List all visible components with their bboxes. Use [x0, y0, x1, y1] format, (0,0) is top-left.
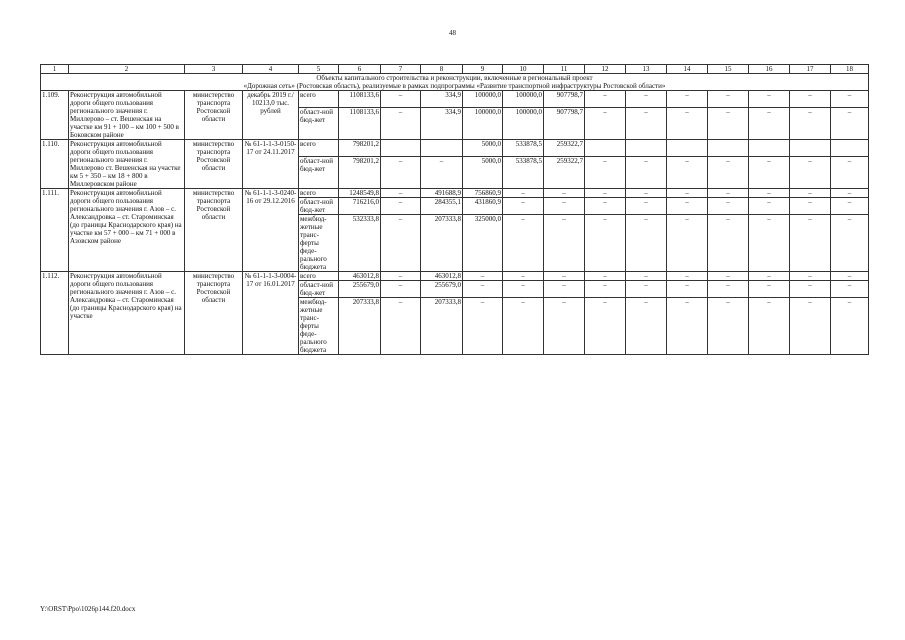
column-number: 6 — [339, 65, 381, 74]
amount-cell: – — [667, 215, 708, 272]
amount-cell: – — [463, 272, 503, 281]
row-number: 1.110. — [41, 140, 69, 189]
amount-cell: – — [544, 272, 585, 281]
amount-cell: 431860,9 — [463, 198, 503, 215]
customer: министерство транспорта Ростовской области — [185, 272, 243, 355]
funding-source: всего — [299, 140, 339, 157]
column-number: 3 — [185, 65, 243, 74]
amount-cell: – — [585, 91, 626, 108]
amount-cell: 907798,7 — [544, 91, 585, 108]
amount-cell: – — [667, 91, 708, 108]
customer: министерство транспорта Ростовской области — [185, 189, 243, 272]
investment-table — [40, 64, 869, 355]
funding-source: област-ной бюд-жет — [299, 156, 339, 188]
amount-cell — [708, 140, 749, 157]
amount-cell: – — [790, 156, 831, 188]
column-number: 7 — [381, 65, 421, 74]
amount-cell — [421, 140, 463, 157]
section-title-line-1-row — [41, 74, 869, 83]
file-path-footer: Y:\ORST\Ppo\1026p144.f20.docx — [40, 605, 136, 613]
column-number: 16 — [749, 65, 790, 74]
amount-cell: – — [708, 156, 749, 188]
amount-cell: – — [585, 272, 626, 281]
amount-cell: 5000,0 — [463, 156, 503, 188]
amount-cell: – — [790, 215, 831, 272]
amount-cell: – — [585, 281, 626, 298]
amount-cell: – — [503, 215, 544, 272]
section-title-line-2-row — [41, 82, 869, 91]
amount-cell: 259322,7 — [544, 156, 585, 188]
amount-cell: – — [749, 91, 790, 108]
amount-cell: – — [790, 272, 831, 281]
table-row — [41, 272, 869, 281]
amount-cell: – — [667, 156, 708, 188]
section-title-line-2: «Дорожная сеть» (Ростовская область), реализуемые в рамках подпрограммы «Развитие транспортной инфраструктуры Ростовской области» — [41, 82, 869, 91]
column-number: 12 — [585, 65, 626, 74]
column-number: 17 — [790, 65, 831, 74]
funding-source: област-ной бюд-жет — [299, 281, 339, 298]
amount-cell: – — [626, 198, 667, 215]
amount-cell: – — [831, 272, 869, 281]
customer: министерство транспорта Ростовской области — [185, 140, 243, 189]
amount-cell: 798201,2 — [339, 140, 381, 157]
amount-cell: – — [463, 281, 503, 298]
amount-cell: – — [831, 198, 869, 215]
amount-cell: – — [708, 272, 749, 281]
column-number: 9 — [463, 65, 503, 74]
amount-cell: 532333,8 — [339, 215, 381, 272]
amount-cell: – — [544, 298, 585, 355]
amount-cell: – — [749, 272, 790, 281]
amount-cell: 334,9 — [421, 107, 463, 139]
funding-source: област-ной бюд-жет — [299, 107, 339, 139]
project-document: декабрь 2019 г./ 10213,0 тыс. рублей — [243, 91, 299, 140]
project-document: № 61-1-1-3-0150-17 от 24.11.2017 — [243, 140, 299, 189]
amount-cell: – — [749, 215, 790, 272]
funding-source: всего — [299, 189, 339, 198]
amount-cell: – — [831, 215, 869, 272]
amount-cell — [585, 140, 626, 157]
amount-cell: – — [626, 272, 667, 281]
amount-cell: – — [708, 91, 749, 108]
amount-cell — [667, 140, 708, 157]
amount-cell: – — [585, 189, 626, 198]
amount-cell: – — [503, 189, 544, 198]
amount-cell: 284355,1 — [421, 198, 463, 215]
amount-cell: – — [790, 91, 831, 108]
amount-cell: – — [463, 298, 503, 355]
table-row — [41, 189, 869, 198]
amount-cell: 798201,2 — [339, 156, 381, 188]
row-number: 1.111. — [41, 189, 69, 272]
amount-cell: – — [831, 91, 869, 108]
amount-cell: 756860,9 — [463, 189, 503, 198]
amount-cell: – — [544, 215, 585, 272]
amount-cell — [831, 140, 869, 157]
column-number: 14 — [667, 65, 708, 74]
column-number: 1 — [41, 65, 69, 74]
amount-cell: 255679,0 — [421, 281, 463, 298]
column-number: 18 — [831, 65, 869, 74]
amount-cell: 100000,0 — [463, 107, 503, 139]
amount-cell: – — [585, 215, 626, 272]
amount-cell: – — [626, 107, 667, 139]
amount-cell: – — [626, 156, 667, 188]
amount-cell: 463012,8 — [421, 272, 463, 281]
amount-cell: – — [381, 215, 421, 272]
amount-cell: – — [831, 107, 869, 139]
amount-cell: 533878,5 — [503, 156, 544, 188]
column-number: 2 — [69, 65, 185, 74]
amount-cell: – — [585, 156, 626, 188]
amount-cell: – — [790, 198, 831, 215]
column-number: 11 — [544, 65, 585, 74]
object-name: Реконструкция автомобильной дороги общего пользования регионального значения г. Азов – с. Александровка – ст. Староминская (до границы Краснодарского края) на участке — [69, 272, 185, 355]
row-number: 1.109. — [41, 91, 69, 140]
amount-cell: – — [381, 107, 421, 139]
amount-cell: 100000,0 — [503, 91, 544, 108]
amount-cell: – — [708, 281, 749, 298]
amount-cell: 1108133,6 — [339, 91, 381, 108]
amount-cell: – — [381, 281, 421, 298]
amount-cell: – — [626, 189, 667, 198]
project-document: № 61-1-1-3-0240-16 от 29.12.2016 — [243, 189, 299, 272]
row-number: 1.112. — [41, 272, 69, 355]
amount-cell: – — [749, 298, 790, 355]
amount-cell: – — [749, 156, 790, 188]
object-name: Реконструкция автомобильной дороги общего пользования регионального значения г. Миллерово ст. Вешенская на участке км 5 + 350 – км 18 + 800 в Миллеровском районе — [69, 140, 185, 189]
column-number: 13 — [626, 65, 667, 74]
amount-cell: 463012,8 — [339, 272, 381, 281]
amount-cell: – — [503, 298, 544, 355]
amount-cell: 907798,7 — [544, 107, 585, 139]
amount-cell: – — [708, 189, 749, 198]
column-number: 8 — [421, 65, 463, 74]
amount-cell: – — [749, 281, 790, 298]
amount-cell: – — [667, 281, 708, 298]
amount-cell: – — [381, 298, 421, 355]
amount-cell: – — [544, 281, 585, 298]
amount-cell: – — [503, 198, 544, 215]
column-number: 15 — [708, 65, 749, 74]
amount-cell: – — [544, 198, 585, 215]
amount-cell: – — [626, 281, 667, 298]
amount-cell: – — [381, 189, 421, 198]
amount-cell: – — [503, 281, 544, 298]
amount-cell: 207333,8 — [421, 215, 463, 272]
amount-cell: – — [381, 156, 421, 188]
amount-cell — [381, 140, 421, 157]
amount-cell: – — [626, 215, 667, 272]
amount-cell: – — [544, 189, 585, 198]
amount-cell: 334,9 — [421, 91, 463, 108]
column-number: 5 — [299, 65, 339, 74]
amount-cell: – — [667, 107, 708, 139]
funding-source: всего — [299, 91, 339, 108]
funding-source: всего — [299, 272, 339, 281]
amount-cell: – — [831, 281, 869, 298]
page-number: 48 — [449, 29, 456, 37]
amount-cell: – — [790, 298, 831, 355]
amount-cell: – — [708, 107, 749, 139]
funding-source: межбюд-жетные транс-ферты феде-рального бюджета — [299, 298, 339, 355]
amount-cell: – — [503, 272, 544, 281]
table-row — [41, 140, 869, 157]
amount-cell: – — [667, 272, 708, 281]
amount-cell: – — [790, 107, 831, 139]
amount-cell: – — [790, 189, 831, 198]
amount-cell: – — [749, 189, 790, 198]
amount-cell: – — [381, 91, 421, 108]
amount-cell: – — [381, 272, 421, 281]
column-number: 10 — [503, 65, 544, 74]
amount-cell: – — [381, 198, 421, 215]
funding-source: межбюд-жетные транс-ферты феде-рального бюджета — [299, 215, 339, 272]
object-name: Реконструкция автомобильной дороги общего пользования регионального значения г. Азов – с. Александровка – ст. Староминская (до границы Краснодарского края) на участке км 57 + 000 – км 71 + 000 в Азовском районе — [69, 189, 185, 272]
amount-cell: – — [585, 198, 626, 215]
amount-cell: – — [749, 107, 790, 139]
amount-cell: 100000,0 — [463, 91, 503, 108]
amount-cell: – — [708, 198, 749, 215]
amount-cell — [749, 140, 790, 157]
project-document: № 61-1-1-3-0004-17 от 16.01.2017 — [243, 272, 299, 355]
amount-cell — [626, 140, 667, 157]
amount-cell: 1108133,6 — [339, 107, 381, 139]
section-title-line-1: Объекты капитального строительства и реконструкции, включенные в региональный проект — [41, 74, 869, 83]
amount-cell: 100000,0 — [503, 107, 544, 139]
table-row — [41, 91, 869, 108]
amount-cell: 207333,8 — [339, 298, 381, 355]
amount-cell: 259322,7 — [544, 140, 585, 157]
amount-cell: – — [667, 298, 708, 355]
column-number: 4 — [243, 65, 299, 74]
object-name: Реконструкция автомобильной дороги общего пользования регионального значения г. Миллерово – ст. Вешенская на участке км 91 + 100 – км 100 + 500 в Боковском районе — [69, 91, 185, 140]
amount-cell: 207333,8 — [421, 298, 463, 355]
amount-cell: – — [790, 281, 831, 298]
amount-cell — [790, 140, 831, 157]
amount-cell: 1248549,8 — [339, 189, 381, 198]
amount-cell: 5000,0 — [463, 140, 503, 157]
amount-cell: – — [626, 91, 667, 108]
amount-cell: – — [749, 198, 790, 215]
amount-cell: – — [831, 189, 869, 198]
amount-cell: – — [585, 298, 626, 355]
amount-cell: 716216,0 — [339, 198, 381, 215]
amount-cell: 325000,0 — [463, 215, 503, 272]
amount-cell: – — [667, 189, 708, 198]
amount-cell: – — [667, 198, 708, 215]
amount-cell: – — [831, 298, 869, 355]
amount-cell: – — [708, 298, 749, 355]
amount-cell: 491688,9 — [421, 189, 463, 198]
column-number-row — [41, 65, 869, 74]
amount-cell: – — [585, 107, 626, 139]
funding-source: област-ной бюд-жет — [299, 198, 339, 215]
customer: министерство транспорта Ростовской области — [185, 91, 243, 140]
amount-cell: – — [708, 215, 749, 272]
amount-cell: – — [831, 156, 869, 188]
amount-cell: – — [626, 298, 667, 355]
amount-cell: – — [421, 156, 463, 188]
amount-cell: 255679,0 — [339, 281, 381, 298]
amount-cell: 533878,5 — [503, 140, 544, 157]
